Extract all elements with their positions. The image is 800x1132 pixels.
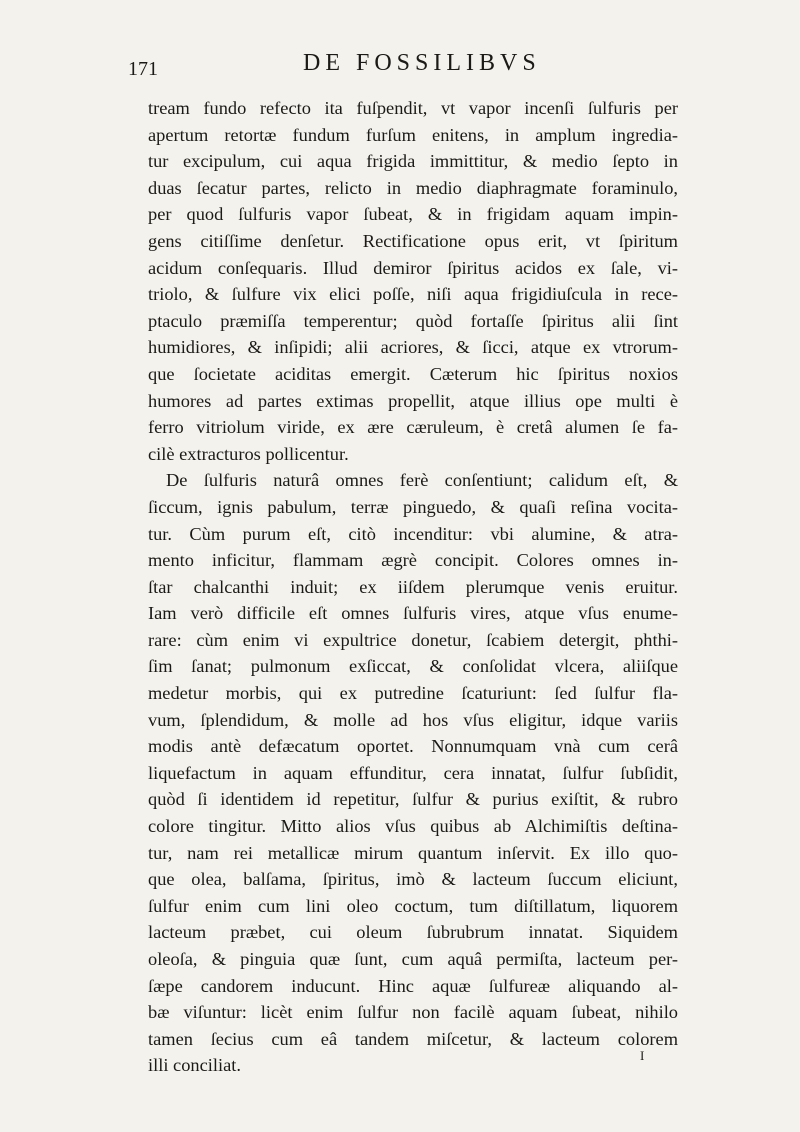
running-head: DE FOSSILIBVS xyxy=(303,50,541,76)
text-line: modis antè defæcatum oportet. Nonnumquam vnà cum cerâ xyxy=(148,736,678,757)
text-line: acidum conſequaris. Illud demiror ſpiritus acidos ex ſale, vi- xyxy=(148,257,678,278)
text-line: ſulfur enim cum lini oleo coctum, tum diſtillatum, liquorem xyxy=(148,895,678,916)
text-line: ſtar chalcanthi induit; ex iiſdem plerumque venis eruitur. xyxy=(148,576,678,597)
text-line: humores ad partes extimas propellit, atque illius ope multi è xyxy=(148,390,678,411)
text-line: tur, nam rei metallicæ mirum quantum inſervit. Ex illo quo- xyxy=(148,842,678,863)
text-line: vum, ſplendidum, & molle ad hos vſus eligitur, idque variis xyxy=(148,709,678,730)
text-line: ferro vitriolum viride, ex ære cæruleum, è cretâ alumen ſe fa- xyxy=(148,417,678,438)
text-line: De ſulfuris naturâ omnes ferè conſentiunt; calidum eſt, & xyxy=(166,470,678,491)
text-line: Iam verò difficile eſt omnes ſulfuris vires, atque vſus enume- xyxy=(148,603,678,624)
text-line: cilè extracturos pollicentur. xyxy=(148,443,349,464)
text-line: tream fundo refecto ita fuſpendit, vt vapor incenſi ſulfuris per xyxy=(148,98,678,118)
catchword: I xyxy=(640,1048,645,1063)
text-line: liquefactum in aquam effunditur, cera innatat, ſulfur ſubſidit, xyxy=(148,762,678,783)
text-line: quòd ſi identidem id repetitur, ſulfur & purius exiſtit, & rubro xyxy=(148,789,678,810)
text-line: que olea, balſama, ſpiritus, imò & lacteum ſuccum eliciunt, xyxy=(148,869,678,890)
body-text xyxy=(148,95,678,1079)
text-line: ſim ſanat; pulmonum exſiccat, & conſolidat vlcera, aliiſque xyxy=(148,656,678,677)
text-line: apertum retortæ fundum furſum enitens, in amplum ingredia- xyxy=(148,124,678,145)
text-line: triolo, & ſulfure vix elici poſſe, niſi aqua frigidiuſcula in rece- xyxy=(148,284,678,305)
text-line: que ſocietate aciditas emergit. Cæterum hic ſpiritus noxios xyxy=(148,363,678,384)
text-line: tamen ſecius cum eâ tandem miſcetur, & lacteum colorem xyxy=(148,1028,678,1049)
text-line: lacteum præbet, cui oleum ſubrubrum innatat. Siquidem xyxy=(148,922,678,943)
text-line: duas ſecatur partes, relicto in medio diaphragmate foraminulo, xyxy=(148,177,678,198)
text-line: medetur morbis, qui ex putredine ſcaturiunt: ſed ſulfur fla- xyxy=(148,683,678,704)
text-line: tur. Cùm purum eſt, citò incenditur: vbi alumine, & atra- xyxy=(148,523,678,544)
text-line: ptaculo præmiſſa temperentur; quòd fortaſſe ſpiritus alii ſint xyxy=(148,310,678,331)
text-line: tur excipulum, cui aqua frigida immittitur, & medio ſepto in xyxy=(148,151,678,172)
text-line: oleoſa, & pinguia quæ ſunt, cum aquâ permiſta, lacteum per- xyxy=(148,949,678,969)
text-line: illi conciliat. xyxy=(148,1055,241,1076)
text-line: ſiccum, ignis pabulum, terræ pinguedo, & quaſi reſina vocita- xyxy=(148,496,678,517)
text-line: bæ viſuntur: licèt enim ſulfur non facilè aquam ſubeat, nihilo xyxy=(148,1002,678,1023)
text-line: ſæpe candorem inducunt. Hinc aquæ ſulfureæ aliquando al- xyxy=(148,975,678,996)
text-line: humidiores, & inſipidi; alii acriores, & ſicci, atque ex vtrorum- xyxy=(148,337,678,358)
text-line: mento inficitur, flammam ægrè concipit. Colores omnes in- xyxy=(148,550,678,571)
text-line: gens citiſſime denſetur. Rectificatione opus erit, vt ſpiritum xyxy=(148,230,678,251)
text-line: colore tingitur. Mitto alios vſus quibus ab Alchimiſtis deſtina- xyxy=(148,816,678,837)
text-line: rare: cùm enim vi expultrice donetur, ſcabiem detergit, phthi- xyxy=(148,629,678,650)
text-line: per quod ſulfuris vapor ſubeat, & in frigidam aquam impin- xyxy=(148,204,678,225)
page-header xyxy=(128,50,688,90)
page-number: 171 xyxy=(128,58,158,80)
